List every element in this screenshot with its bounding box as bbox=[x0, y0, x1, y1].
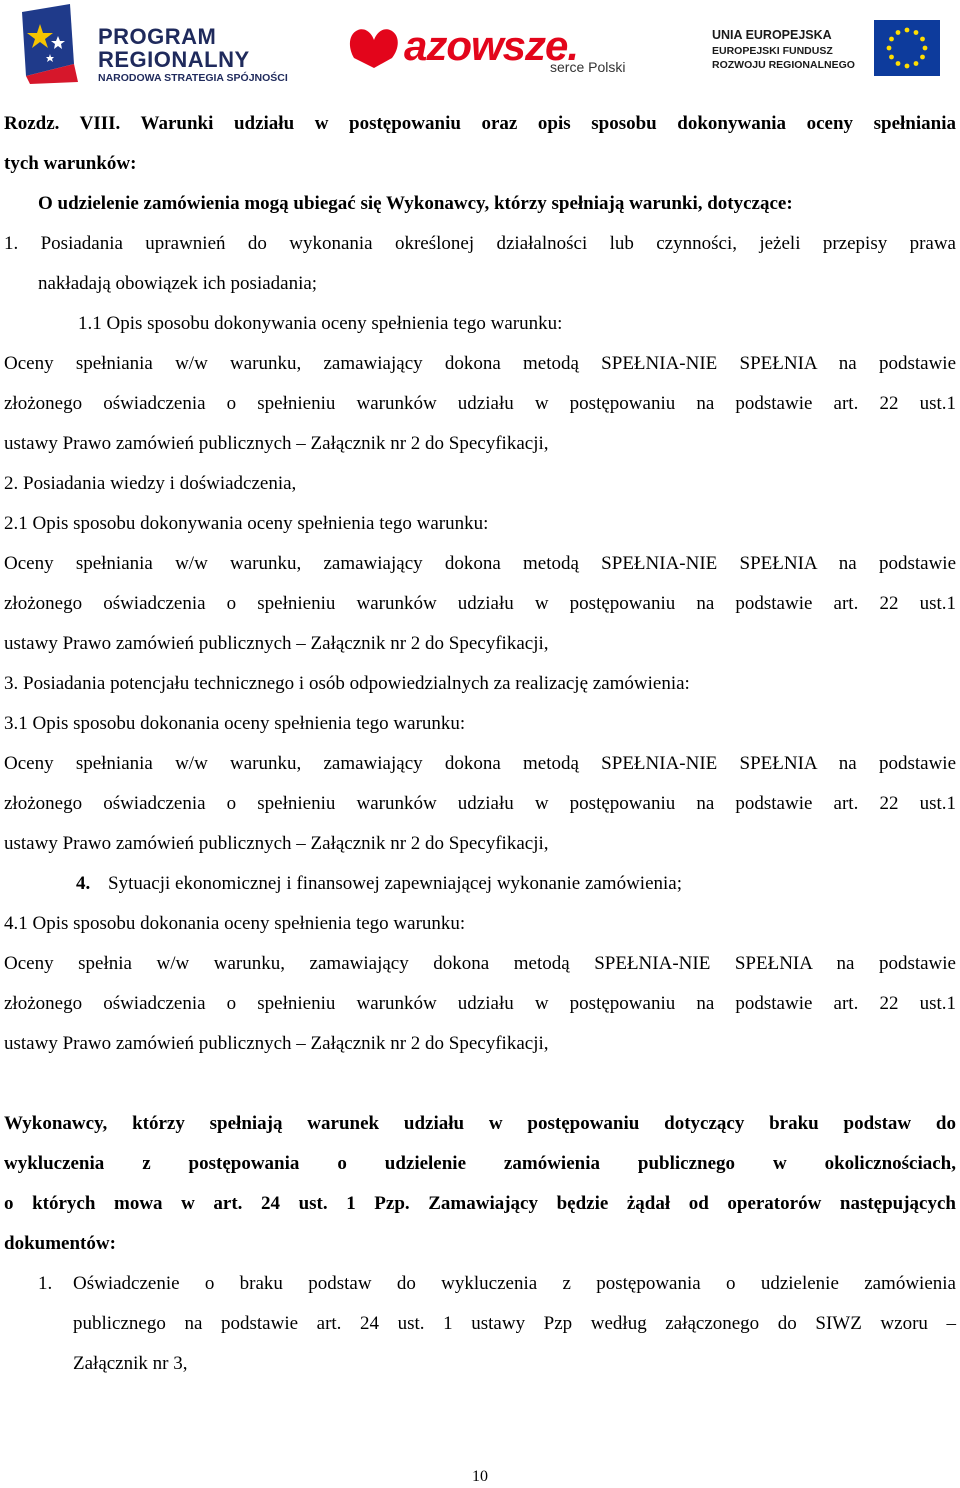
page-number: 10 bbox=[472, 1468, 488, 1485]
intro-sentence: O udzielenie zamówienia mogą ubiegać się Wykonawcy, którzy spełniają warunki, dotyczące: bbox=[38, 193, 793, 214]
program-logo-line2: REGIONALNY bbox=[98, 47, 250, 72]
mazowsze-logo bbox=[346, 14, 646, 80]
document-list-number-1: 1. bbox=[38, 1273, 53, 1294]
condition-1-1-text-line1: Oceny spełniania w/w warunku, zamawiający dokona metodą SPEŁNIA-NIE SPEŁNIA na podstawie bbox=[4, 353, 956, 374]
document-item-1-line1: Oświadczenie o braku podstaw do wykluczenia z postępowania o udzielenie zamówienia bbox=[73, 1273, 956, 1294]
exclusion-paragraph-line4: dokumentów: bbox=[4, 1233, 116, 1254]
svg-text:azowsze.: azowsze. bbox=[404, 22, 579, 69]
condition-2-heading: 2. Posiadania wiedzy i doświadczenia, bbox=[4, 473, 297, 494]
mazowsze-tagline: serce Polski bbox=[550, 59, 626, 75]
eu-flag-icon bbox=[874, 20, 940, 76]
exclusion-paragraph-line2: wykluczenia z postępowania o udzielenie zamówienia publicznego w okolicznościach, bbox=[4, 1153, 956, 1174]
condition-1-1-text-line3: ustawy Prawo zamówień publicznych – Załącznik nr 2 do Specyfikacji, bbox=[4, 433, 549, 454]
exclusion-paragraph-line3: o których mowa w art. 24 ust. 1 Pzp. Zamawiający będzie żądał od operatorów następujących bbox=[4, 1193, 956, 1214]
condition-2-1-heading: 2.1 Opis sposobu dokonywania oceny spełnienia tego warunku: bbox=[4, 513, 489, 534]
condition-2-1-text-line3: ustawy Prawo zamówień publicznych – Załącznik nr 2 do Specyfikacji, bbox=[4, 633, 549, 654]
condition-4-1-heading: 4.1 Opis sposobu dokonania oceny spełnienia tego warunku: bbox=[4, 913, 466, 934]
eu-logo-line1: UNIA EUROPEJSKA bbox=[712, 28, 832, 42]
condition-3-1-text-line3: ustawy Prawo zamówień publicznych – Załącznik nr 2 do Specyfikacji, bbox=[4, 833, 549, 854]
condition-1-1-heading: 1.1 Opis sposobu dokonywania oceny spełnienia tego warunku: bbox=[78, 313, 563, 334]
condition-4-number: 4. bbox=[76, 873, 91, 894]
condition-1-line1: 1. Posiadania uprawnień do wykonania określonej działalności lub czynności, jeżeli przepisy prawa bbox=[4, 233, 956, 254]
program-regionalny-flag-icon bbox=[18, 4, 88, 84]
eu-logo bbox=[690, 20, 946, 80]
condition-4-heading: Sytuacji ekonomicznej i finansowej zapewniającej wykonanie zamówienia; bbox=[108, 873, 683, 894]
document-item-1-line2: publicznego na podstawie art. 24 ust. 1 ustawy Pzp według załączonego do SIWZ wzoru – bbox=[73, 1313, 956, 1334]
condition-2-1-text-line2: złożonego oświadczenia o spełnieniu warunków udziału w postępowaniu na podstawie art. 22 ust.1 bbox=[4, 593, 956, 614]
page-header bbox=[0, 0, 960, 90]
condition-3-heading: 3. Posiadania potencjału technicznego i osób odpowiedzialnych za realizację zamówienia: bbox=[4, 673, 690, 694]
document-item-1-line3: Załącznik nr 3, bbox=[73, 1353, 188, 1374]
section-heading-line1: Rozdz. VIII. Warunki udziału w postępowaniu oraz opis sposobu dokonywania oceny spełniania bbox=[4, 113, 956, 134]
condition-3-1-text-line1: Oceny spełniania w/w warunku, zamawiający dokona metodą SPEŁNIA-NIE SPEŁNIA na podstawie bbox=[4, 753, 956, 774]
condition-1-line2: nakładają obowiązek ich posiadania; bbox=[38, 273, 318, 294]
condition-4-1-text-line2: złożonego oświadczenia o spełnieniu warunków udziału w postępowaniu na podstawie art. 22 ust.1 bbox=[4, 993, 956, 1014]
condition-2-1-text-line1: Oceny spełniania w/w warunku, zamawiający dokona metodą SPEŁNIA-NIE SPEŁNIA na podstawie bbox=[4, 553, 956, 574]
section-heading-line2: tych warunków: bbox=[4, 153, 137, 174]
condition-1-1-text-line2: złożonego oświadczenia o spełnieniu warunków udziału w postępowaniu na podstawie art. 22 ust.1 bbox=[4, 393, 956, 414]
eu-logo-line3: ROZWOJU REGIONALNEGO bbox=[712, 59, 855, 71]
program-logo-line3: NARODOWA STRATEGIA SPÓJNOŚCI bbox=[98, 72, 288, 84]
condition-3-1-text-line2: złożonego oświadczenia o spełnieniu warunków udziału w postępowaniu na podstawie art. 22 ust.1 bbox=[4, 793, 956, 814]
condition-3-1-heading: 3.1 Opis sposobu dokonania oceny spełnienia tego warunku: bbox=[4, 713, 466, 734]
eu-logo-line2: EUROPEJSKI FUNDUSZ bbox=[712, 45, 833, 57]
program-regionalny-logo bbox=[18, 4, 308, 84]
program-logo-line1: PROGRAM bbox=[98, 24, 217, 49]
condition-4-1-text-line3: ustawy Prawo zamówień publicznych – Załącznik nr 2 do Specyfikacji, bbox=[4, 1033, 549, 1054]
condition-4-1-text-line1: Oceny spełnia w/w warunku, zamawiający dokona metodą SPEŁNIA-NIE SPEŁNIA na podstawie bbox=[4, 953, 956, 974]
exclusion-paragraph-line1: Wykonawcy, którzy spełniają warunek udziału w postępowaniu dotyczący braku podstaw do bbox=[4, 1113, 956, 1134]
